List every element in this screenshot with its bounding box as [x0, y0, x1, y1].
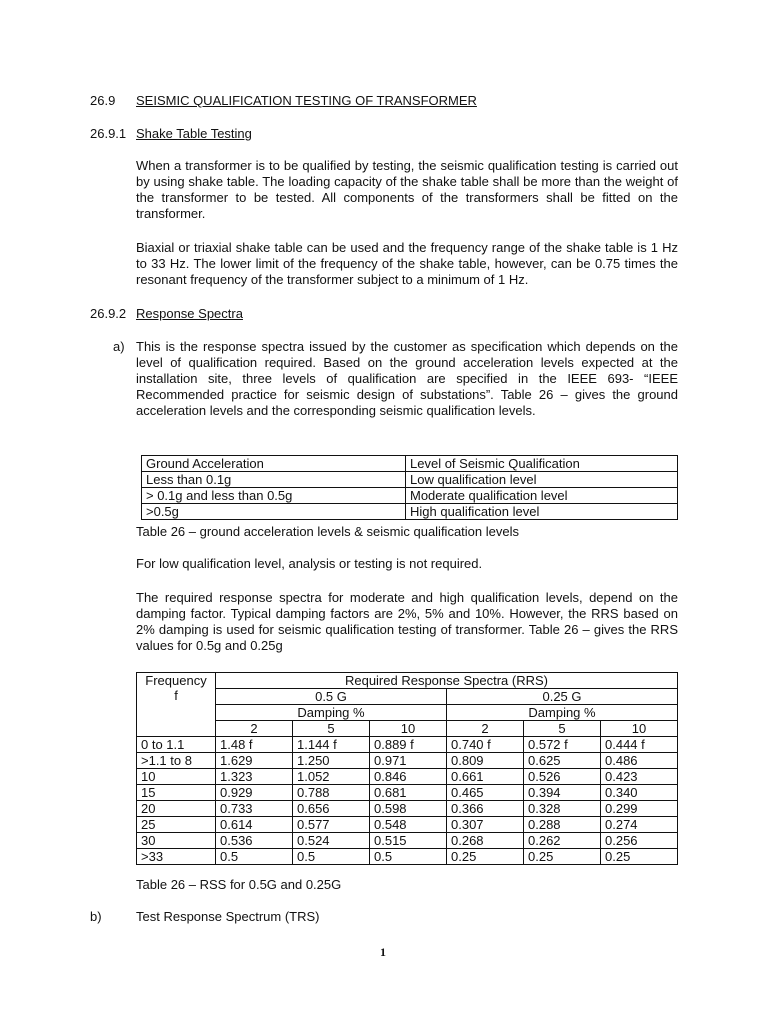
table-cell: 0.328 — [524, 801, 601, 817]
table-cell: 0.25 — [524, 849, 601, 865]
test-response-spectrum-heading: Test Response Spectrum (TRS) — [136, 909, 320, 924]
table-header-row — [137, 673, 678, 689]
table-cell: 0.394 — [524, 785, 601, 801]
rrs-table — [136, 672, 678, 865]
table-row — [137, 801, 678, 817]
table-cell: 0.536 — [216, 833, 293, 849]
table-row — [142, 504, 678, 520]
table-cell: 0.515 — [370, 833, 447, 849]
table-caption-2: Table 26 – RSS for 0.5G and 0.25G — [136, 877, 342, 892]
table-cell: 25 — [137, 817, 216, 833]
table-cell: High qualification level — [406, 504, 678, 520]
table-cell: 0.524 — [293, 833, 370, 849]
table-cell: 0.625 — [524, 753, 601, 769]
table-header-row — [142, 456, 678, 472]
damping-value: 5 — [524, 721, 601, 737]
rrs-table-body — [137, 737, 678, 865]
table-cell: 0.256 — [601, 833, 678, 849]
frequency-header — [137, 673, 216, 705]
damping-value: 2 — [216, 721, 293, 737]
table-cell: 0.614 — [216, 817, 293, 833]
table-header-cell: Level of Seismic Qualification — [406, 456, 678, 472]
table-cell: Low qualification level — [406, 472, 678, 488]
table-row — [142, 472, 678, 488]
table-cell: >0.5g — [142, 504, 406, 520]
table-row — [137, 753, 678, 769]
table-cell: Less than 0.1g — [142, 472, 406, 488]
table-cell: 0 to 1.1 — [137, 737, 216, 753]
table-cell: >33 — [137, 849, 216, 865]
table-cell: 1.052 — [293, 769, 370, 785]
table-cell: 0.971 — [370, 753, 447, 769]
paragraph-frequency-range: Biaxial or triaxial shake table can be used and the frequency range of the shake table is 1 Hz to 33 Hz. The lower limit of the frequency of the shake table, however, can be 0.75 times the resonant frequency of the transformer subject to a minimum of 1 Hz. — [136, 240, 678, 287]
table-row — [137, 817, 678, 833]
table-cell: 0.25 — [447, 849, 524, 865]
g2-header: 0.25 G — [447, 689, 678, 705]
damping-value: 2 — [447, 721, 524, 737]
table-cell: 0.274 — [601, 817, 678, 833]
table-cell: 0.5 — [216, 849, 293, 865]
table-cell: 1.144 f — [293, 737, 370, 753]
list-label-a: a) — [113, 339, 125, 354]
table-cell: 0.268 — [447, 833, 524, 849]
table-cell: 0.598 — [370, 801, 447, 817]
table-row — [142, 488, 678, 504]
table-cell: 0.444 f — [601, 737, 678, 753]
damping-value: 10 — [601, 721, 678, 737]
table-cell: 0.25 — [601, 849, 678, 865]
table-cell: 0.423 — [601, 769, 678, 785]
table-header-row — [137, 721, 678, 737]
table-row — [137, 849, 678, 865]
table-cell: > 0.1g and less than 0.5g — [142, 488, 406, 504]
damping-value: 10 — [370, 721, 447, 737]
table-row — [137, 737, 678, 753]
table-cell: 0.846 — [370, 769, 447, 785]
table-cell: 0.661 — [447, 769, 524, 785]
table-cell: 1.48 f — [216, 737, 293, 753]
damping-header: Damping % — [447, 705, 678, 721]
table-header-cell: Ground Acceleration — [142, 456, 406, 472]
table-cell: 0.340 — [601, 785, 678, 801]
table-cell: 0.288 — [524, 817, 601, 833]
table-cell: 0.465 — [447, 785, 524, 801]
frequency-header-blank — [137, 705, 216, 737]
table-cell: 0.262 — [524, 833, 601, 849]
list-label-b: b) — [90, 909, 102, 924]
table-cell: Moderate qualification level — [406, 488, 678, 504]
table-cell: 1.250 — [293, 753, 370, 769]
table-cell: 0.577 — [293, 817, 370, 833]
paragraph-response-spectra: This is the response spectra issued by the customer as specification which depends on the level of qualification required. Based on the ground acceleration levels expected at the installation site, three levels of qualification are specified in the IEEE 693- “IEEE Recommended practice for seismic design of substations”. Table 26 – gives the ground acceleration levels and the corresponding seismic qualification levels. — [136, 339, 678, 418]
table-cell: 20 — [137, 801, 216, 817]
table-cell: 0.788 — [293, 785, 370, 801]
table-cell: 0.5 — [293, 849, 370, 865]
table-cell: 0.307 — [447, 817, 524, 833]
damping-header: Damping % — [216, 705, 447, 721]
table-cell: 0.299 — [601, 801, 678, 817]
subsection-number-1: 26.9.1 — [90, 126, 127, 141]
table-cell: 30 — [137, 833, 216, 849]
table-cell: 0.733 — [216, 801, 293, 817]
frequency-header-symbol: f — [174, 688, 178, 703]
table-cell: 0.809 — [447, 753, 524, 769]
frequency-header-label: Frequency — [145, 673, 207, 688]
section-heading — [90, 93, 115, 109]
table-cell: 0.681 — [370, 785, 447, 801]
table-cell: 1.323 — [216, 769, 293, 785]
table-cell: 1.629 — [216, 753, 293, 769]
table-header-row — [137, 705, 678, 721]
table-cell: 0.548 — [370, 817, 447, 833]
page-number: 1 — [380, 945, 386, 959]
subsection-title-2: Response Spectra — [136, 306, 243, 321]
table-cell: 0.656 — [293, 801, 370, 817]
table-row — [137, 833, 678, 849]
table-cell: 0.889 f — [370, 737, 447, 753]
table-cell: >1.1 to 8 — [137, 753, 216, 769]
subsection-number-2: 26.9.2 — [90, 306, 127, 321]
table-cell: 0.526 — [524, 769, 601, 785]
table-cell: 0.572 f — [524, 737, 601, 753]
table-cell: 0.740 f — [447, 737, 524, 753]
subsection-title-1: Shake Table Testing — [136, 126, 252, 141]
table-cell: 0.366 — [447, 801, 524, 817]
section-title: SEISMIC QUALIFICATION TESTING OF TRANSFORMER — [136, 93, 477, 108]
section-number: 26.9 — [90, 93, 116, 108]
ground-acceleration-table — [141, 455, 678, 520]
table-row — [137, 769, 678, 785]
table-cell: 0.486 — [601, 753, 678, 769]
paragraph-shake-table: When a transformer is to be qualified by testing, the seismic qualification testing is carried out by using shake table. The loading capacity of the shake table shall be more than the weight of the transformer to be tested. All components of the transformers shall be fitted on the transformer. — [136, 158, 678, 221]
table-header-row — [137, 689, 678, 705]
table-cell: 0.929 — [216, 785, 293, 801]
table-cell: 10 — [137, 769, 216, 785]
damping-value: 5 — [293, 721, 370, 737]
rrs-header: Required Response Spectra (RRS) — [216, 673, 678, 689]
table-caption-1: Table 26 – ground acceleration levels & seismic qualification levels — [136, 524, 519, 539]
paragraph-low-level: For low qualification level, analysis or testing is not required. — [136, 556, 483, 571]
table-cell: 0.5 — [370, 849, 447, 865]
table-cell: 15 — [137, 785, 216, 801]
table-row — [137, 785, 678, 801]
paragraph-rrs: The required response spectra for moderate and high qualification levels, depend on the damping factor. Typical damping factors are 2%, 5% and 10%. However, the RRS based on 2% damping is used for seismic qualification testing of transformer. Table 26 – gives the RRS values for 0.5g and 0.25g — [136, 590, 678, 653]
g1-header: 0.5 G — [216, 689, 447, 705]
